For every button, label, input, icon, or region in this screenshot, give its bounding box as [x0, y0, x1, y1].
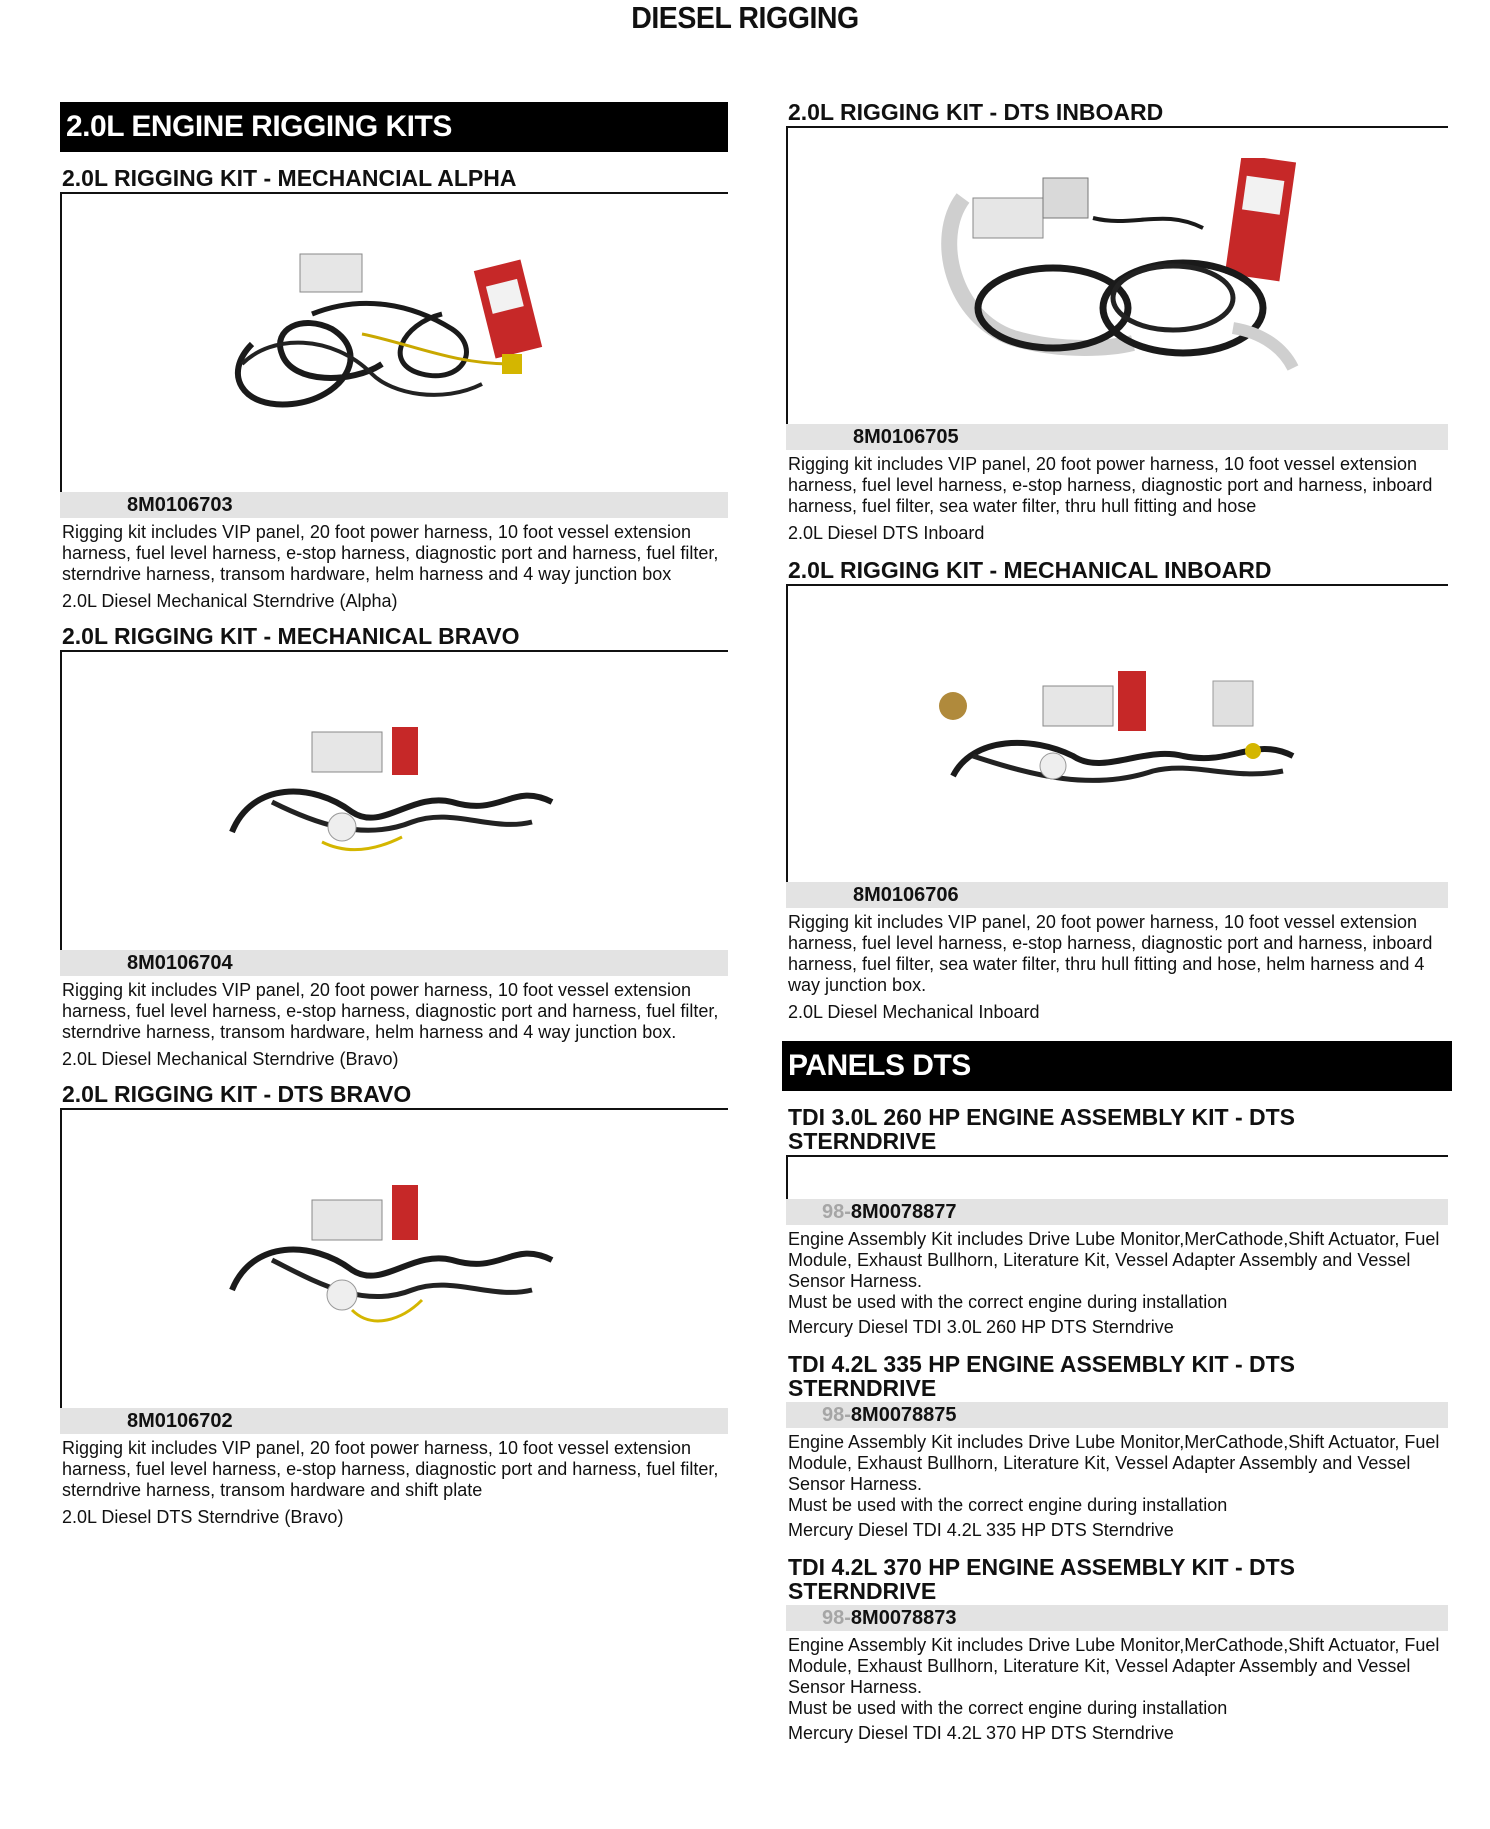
kit-title: 2.0L RIGGING KIT - DTS INBOARD — [786, 100, 1448, 128]
kit-note: Must be used with the correct engine during installation — [788, 1698, 1228, 1718]
part-number: 8M0106704 — [60, 950, 728, 976]
kit-title: TDI 3.0L 260 HP ENGINE ASSEMBLY KIT - DTS STERNDRIVE — [786, 1105, 1448, 1157]
kit-note: Must be used with the correct engine during installation — [788, 1292, 1228, 1312]
kit-image — [786, 1157, 1448, 1199]
kit-title: TDI 4.2L 335 HP ENGINE ASSEMBLY KIT - DTS STERNDRIVE — [788, 1351, 1295, 1401]
kit-image — [786, 586, 1448, 882]
kit-description: Rigging kit includes VIP panel, 20 foot power harness, 10 foot vessel extension harness, fuel level harness, e-stop harness, diagnostic port and harness, fuel filter, sterndrive harness, transom hardware, helm harness and 4 way junction box — [62, 522, 719, 584]
left-column — [60, 102, 728, 1528]
kit-application: Mercury Diesel TDI 4.2L 335 HP DTS Sterndrive — [788, 1520, 1174, 1540]
assembly-kit-4-2l-370 — [786, 1555, 1448, 1744]
kit-mech-bravo — [60, 624, 728, 1070]
assembly-kit-3-0l-260 — [786, 1105, 1448, 1338]
kit-application: 2.0L Diesel Mechanical Inboard — [788, 1002, 1040, 1022]
kit-note: Must be used with the correct engine during installation — [788, 1495, 1228, 1515]
kit-dts-inboard — [786, 100, 1448, 544]
rigging-kit-photo — [212, 722, 592, 862]
kit-image — [786, 128, 1448, 424]
kit-alpha — [60, 166, 728, 612]
kit-description: Rigging kit includes VIP panel, 20 foot power harness, 10 foot vessel extension harness, fuel level harness, e-stop harness, diagnostic port and harness, fuel filter, sterndrive harness, transom hardware, helm harness and 4 way junction box. — [62, 980, 719, 1042]
kit-title: TDI 4.2L 370 HP ENGINE ASSEMBLY KIT - DTS STERNDRIVE — [788, 1554, 1295, 1604]
rigging-kit-photo — [933, 158, 1313, 398]
kit-title: 2.0L RIGGING KIT - MECHANCIAL ALPHA — [60, 166, 728, 194]
kit-title: 2.0L RIGGING KIT - DTS BRAVO — [60, 1082, 728, 1110]
kit-image — [60, 1110, 728, 1408]
part-number: 8M0106702 — [60, 1408, 728, 1434]
part-number-prefix: 98- — [822, 1201, 851, 1223]
part-number-bar — [786, 1199, 1448, 1225]
kit-image — [60, 194, 728, 492]
kit-application: 2.0L Diesel DTS Sterndrive (Bravo) — [62, 1507, 344, 1527]
page-title: DIESEL RIGGING — [631, 0, 859, 35]
kit-application: 2.0L Diesel DTS Inboard — [788, 523, 985, 543]
part-number-bar — [786, 1402, 1448, 1428]
part-number: 8M0078875 — [850, 1404, 957, 1426]
kit-application: 2.0L Diesel Mechanical Sterndrive (Bravo) — [62, 1049, 399, 1069]
assembly-kit-4-2l-335 — [786, 1352, 1448, 1541]
kit-application: Mercury Diesel TDI 4.2L 370 HP DTS Sterndrive — [788, 1723, 1174, 1743]
kit-description: Engine Assembly Kit includes Drive Lube Monitor,MerCathode,Shift Actuator, Fuel Module, Exhaust Bullhorn, Literature Kit, Vessel Adapter Assembly and Vessel Sensor Harness. — [788, 1229, 1440, 1291]
rigging-kit-photo — [212, 234, 592, 434]
kit-application: 2.0L Diesel Mechanical Sterndrive (Alpha) — [62, 591, 398, 611]
rigging-kit-photo — [933, 666, 1313, 816]
kit-description: Engine Assembly Kit includes Drive Lube Monitor,MerCathode,Shift Actuator, Fuel Module, Exhaust Bullhorn, Literature Kit, Vessel Adapter Assembly and Vessel Sensor Harness. — [788, 1432, 1440, 1494]
kit-description: Engine Assembly Kit includes Drive Lube Monitor,MerCathode,Shift Actuator, Fuel Module, Exhaust Bullhorn, Literature Kit, Vessel Adapter Assembly and Vessel Sensor Harness. — [788, 1635, 1440, 1697]
part-number: 8M0078877 — [850, 1201, 957, 1223]
kit-description: Rigging kit includes VIP panel, 20 foot power harness, 10 foot vessel extension harness, fuel level harness, e-stop harness, diagnostic port and harness, fuel filter, sterndrive harness, transom hardware and shift plate — [62, 1438, 719, 1500]
section-band-rigging-kits: 2.0L ENGINE RIGGING KITS — [60, 102, 728, 152]
part-number: 8M0106705 — [786, 424, 1448, 450]
part-number: 8M0078873 — [850, 1607, 957, 1629]
kit-image — [60, 652, 728, 950]
kit-mech-inboard — [786, 558, 1448, 1023]
rigging-kit-photo — [212, 1180, 592, 1340]
kit-title: 2.0L RIGGING KIT - MECHANICAL INBOARD — [786, 558, 1448, 586]
part-number-prefix: 98- — [822, 1404, 851, 1426]
kit-application: Mercury Diesel TDI 3.0L 260 HP DTS Sterndrive — [788, 1317, 1174, 1337]
section-band-panels-dts: PANELS DTS — [782, 1041, 1452, 1091]
part-number: 8M0106706 — [786, 882, 1448, 908]
part-number: 8M0106703 — [60, 492, 728, 518]
kit-description: Rigging kit includes VIP panel, 20 foot power harness, 10 foot vessel extension harness, fuel level harness, e-stop harness, diagnostic port and harness, inboard harness, fuel filter, sea water filter, thru hull fitting and hose, helm harness and 4 way junction box. — [788, 912, 1433, 995]
part-number-bar — [786, 1605, 1448, 1631]
kit-description: Rigging kit includes VIP panel, 20 foot power harness, 10 foot vessel extension harness, fuel level harness, e-stop harness, diagnostic port and harness, inboard harness, fuel filter, sea water filter, thru hull fitting and hose — [788, 454, 1433, 516]
right-column — [786, 100, 1448, 1744]
kit-title: 2.0L RIGGING KIT - MECHANICAL BRAVO — [60, 624, 728, 652]
kit-dts-bravo — [60, 1082, 728, 1528]
part-number-prefix: 98- — [822, 1607, 851, 1629]
